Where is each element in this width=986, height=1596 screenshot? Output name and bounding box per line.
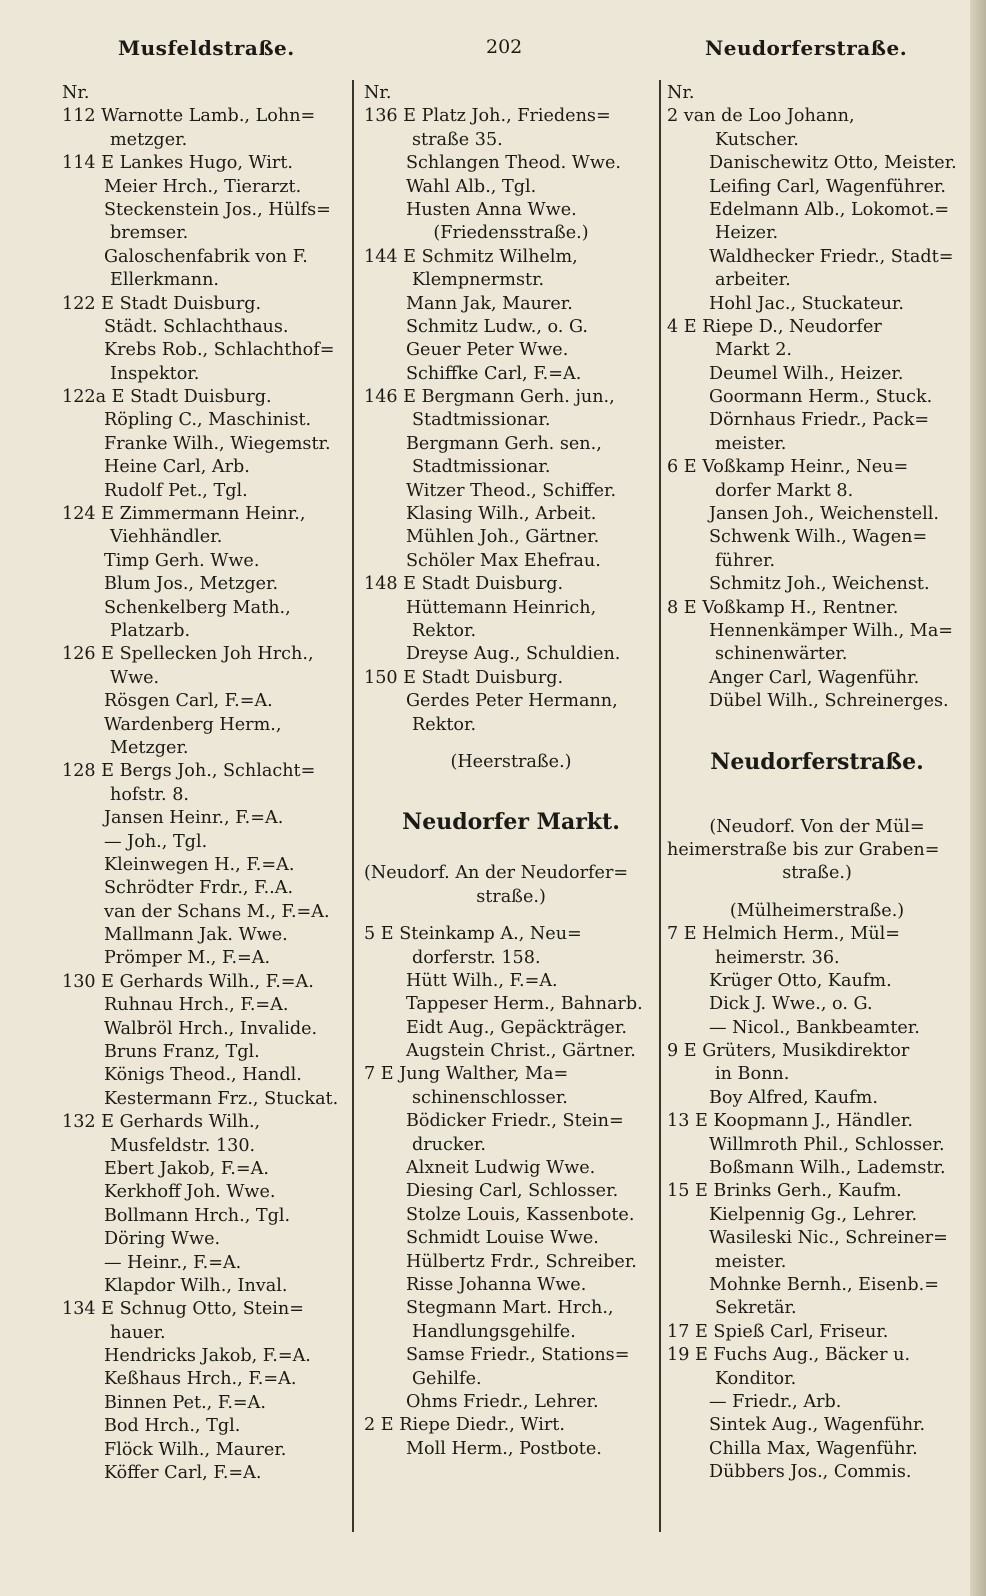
entry-continuation: hofstr. 8.: [110, 784, 189, 805]
resident-entry: Jansen Heinr., F.=A.: [104, 808, 284, 829]
entry-continuation: Musfeldstr. 130.: [110, 1135, 256, 1156]
resident-entry: Kestermann Frz., Stuckat.: [104, 1088, 339, 1109]
address-entry: 7 E Jung Walther, Ma=: [364, 1064, 569, 1085]
resident-entry: Leifing Carl, Wagenführer.: [709, 176, 946, 197]
resident-entry: Schöler Max Ehefrau.: [406, 550, 601, 571]
spacer: [364, 774, 658, 788]
resident-entry: Schwenk Wilh., Wagen=: [709, 527, 928, 548]
spacer: [364, 848, 658, 862]
resident-entry: Eidt Aug., Gepäckträger.: [406, 1017, 627, 1038]
resident-entry: Meier Hrch., Tierarzt.: [104, 176, 302, 197]
entry-continuation: straße 35.: [412, 129, 503, 150]
address-entry: 136 E Platz Joh., Friedens=: [364, 106, 611, 127]
resident-entry: Wahl Alb., Tgl.: [406, 176, 537, 197]
resident-entry: Bödicker Friedr., Stein=: [406, 1111, 624, 1132]
resident-entry: Schiffke Carl, F.=A.: [406, 363, 582, 384]
resident-entry: Döring Wwe.: [104, 1229, 221, 1250]
spacer: [667, 714, 967, 728]
resident-entry: Flöck Wilh., Maurer.: [104, 1439, 287, 1460]
section-note: (Heerstraße.): [450, 751, 572, 772]
entry-continuation: heimerstr. 36.: [715, 947, 840, 968]
resident-entry: Gerdes Peter Hermann,: [406, 691, 618, 712]
address-entry: 130 E Gerhards Wilh., F.=A.: [62, 971, 314, 992]
resident-entry: Kleinwegen H., F.=A.: [104, 854, 295, 875]
resident-entry: Samse Friedr., Stations=: [406, 1345, 630, 1366]
address-entry: 5 E Steinkamp A., Neu=: [364, 924, 582, 945]
column-divider: [659, 80, 661, 1532]
column-left: [62, 82, 350, 1485]
address-entry: 122 E Stadt Duisburg.: [62, 293, 262, 314]
entry-continuation: hauer.: [110, 1322, 166, 1343]
entry-continuation: drucker.: [412, 1134, 486, 1155]
entry-continuation: führer.: [715, 550, 776, 571]
section-note: (Friedensstraße.): [433, 223, 589, 244]
resident-entry: Dörnhaus Friedr., Pack=: [709, 410, 930, 431]
resident-entry: Binnen Pet., F.=A.: [104, 1392, 266, 1413]
resident-entry: Mohnke Bernh., Eisenb.=: [709, 1274, 939, 1295]
resident-entry: Tappeser Herm., Bahnarb.: [406, 994, 643, 1015]
spacer: [667, 802, 967, 816]
resident-entry: Alxneit Ludwig Wwe.: [406, 1158, 596, 1179]
column-divider: [352, 80, 354, 1532]
resident-entry: — Joh., Tgl.: [104, 831, 208, 852]
entry-continuation: Kutscher.: [715, 129, 799, 150]
address-entry: 6 E Voßkamp Heinr., Neu=: [667, 457, 909, 478]
entry-continuation: Rektor.: [412, 620, 477, 641]
entry-continuation: schinenschlosser.: [412, 1087, 568, 1108]
address-entry: 126 E Spellecken Joh Hrch.,: [62, 644, 314, 665]
resident-entry: Risse Johanna Wwe.: [406, 1274, 587, 1295]
resident-entry: Dübbers Jos., Commis.: [709, 1462, 912, 1483]
address-entry: 8 E Voßkamp H., Rentner.: [667, 597, 899, 618]
resident-entry: Kerkhoff Joh. Wwe.: [104, 1182, 276, 1203]
entry-continuation: meister.: [715, 433, 787, 454]
column-number-label: Nr.: [62, 83, 90, 103]
resident-entry: Husten Anna Wwe.: [406, 199, 577, 220]
column-right: [667, 82, 967, 1484]
entry-continuation: Inspektor.: [110, 363, 200, 384]
resident-entry: Deumel Wilh., Heizer.: [709, 363, 904, 384]
resident-entry: Dreyse Aug., Schuldien.: [406, 644, 621, 665]
resident-entry: Heine Carl, Arb.: [104, 457, 250, 478]
address-entry: 128 E Bergs Joh., Schlacht=: [62, 761, 316, 782]
resident-entry: Bollmann Hrch., Tgl.: [104, 1205, 291, 1226]
address-entry: 146 E Bergmann Gerh. jun.,: [364, 387, 615, 408]
resident-entry: Mühlen Joh., Gärtner.: [406, 527, 600, 548]
address-entry: 112 Warnotte Lamb., Lohn=: [62, 106, 316, 127]
resident-entry: Waldhecker Friedr., Stadt=: [709, 246, 954, 267]
page-number: 202: [486, 36, 523, 58]
resident-entry: Schmitz Joh., Weichenst.: [709, 574, 930, 595]
address-entry: 114 E Lankes Hugo, Wirt.: [62, 153, 293, 174]
entry-continuation: arbeiter.: [715, 270, 791, 291]
address-entry: heimerstraße bis zur Graben=: [667, 839, 940, 860]
resident-entry: Stolze Louis, Kassenbote.: [406, 1204, 635, 1225]
resident-entry: Ohms Friedr., Lehrer.: [406, 1391, 599, 1412]
section-note: straße.): [476, 886, 546, 907]
resident-entry: Willmroth Phil., Schlosser.: [709, 1134, 945, 1155]
entry-continuation: meister.: [715, 1251, 787, 1272]
address-entry: 4 E Riepe D., Neudorfer: [667, 316, 882, 337]
address-entry: (Neudorf. An der Neudorfer=: [364, 863, 629, 884]
street-heading: Neudorferstraße.: [710, 748, 924, 775]
resident-entry: Hendricks Jakob, F.=A.: [104, 1346, 311, 1367]
resident-entry: — Nicol., Bankbeamter.: [709, 1017, 920, 1038]
entry-continuation: Ellerkmann.: [110, 270, 220, 291]
street-heading: Neudorfer Markt.: [402, 809, 620, 836]
entry-continuation: Rektor.: [412, 714, 477, 735]
address-entry: 134 E Schnug Otto, Stein=: [62, 1299, 304, 1320]
resident-entry: Schrödter Frdr., F..A.: [104, 878, 294, 899]
resident-entry: Schmidt Louise Wwe.: [406, 1228, 599, 1249]
resident-entry: Steckenstein Jos., Hülfs=: [104, 199, 331, 220]
resident-entry: Wasileski Nic., Schreiner=: [709, 1228, 948, 1249]
resident-entry: Hennenkämper Wilh., Ma=: [709, 620, 954, 641]
resident-entry: Krüger Otto, Kaufm.: [709, 970, 892, 991]
entry-continuation: bremser.: [110, 223, 189, 244]
resident-entry: Ruhnau Hrch., F.=A.: [104, 995, 289, 1016]
resident-entry: Hohl Jac., Stuckateur.: [709, 293, 904, 314]
entry-continuation: Sekretär.: [715, 1298, 797, 1319]
spacer: [667, 886, 967, 900]
entry-continuation: dorferstr. 158.: [412, 947, 541, 968]
resident-entry: Goormann Herm., Stuck.: [709, 387, 933, 408]
spacer: [364, 737, 658, 751]
resident-entry: Blum Jos., Metzger.: [104, 574, 279, 595]
column-number-label: Nr.: [667, 83, 695, 103]
resident-entry: Bod Hrch., Tgl.: [104, 1416, 241, 1437]
resident-entry: Sintek Aug., Wagenführ.: [709, 1415, 926, 1436]
entry-continuation: Stadtmissionar.: [412, 410, 551, 431]
address-entry: 124 E Zimmermann Heinr.,: [62, 504, 306, 525]
address-entry: 2 E Riepe Diedr., Wirt.: [364, 1415, 565, 1436]
address-entry: 9 E Grüters, Musikdirektor: [667, 1041, 910, 1062]
resident-entry: — Friedr., Arb.: [709, 1391, 842, 1412]
resident-entry: Timp Gerh. Wwe.: [104, 550, 260, 571]
resident-entry: Danischewitz Otto, Meister.: [709, 153, 957, 174]
resident-entry: Jansen Joh., Weichenstell.: [709, 504, 939, 525]
address-entry: 150 E Stadt Duisburg.: [364, 667, 564, 688]
resident-entry: Augstein Christ., Gärtner.: [406, 1041, 636, 1062]
section-note: (Mülheimerstraße.): [729, 900, 905, 921]
resident-entry: Mallmann Jak. Wwe.: [104, 925, 288, 946]
column-number-label: Nr.: [364, 83, 392, 103]
resident-entry: Chilla Max, Wagenführ.: [709, 1438, 918, 1459]
resident-entry: Rudolf Pet., Tgl.: [104, 480, 248, 501]
entry-continuation: Gehilfe.: [412, 1368, 482, 1389]
address-entry: 122a E Stadt Duisburg.: [62, 387, 272, 408]
entry-continuation: Platzarb.: [110, 620, 191, 641]
resident-entry: Keßhaus Hrch., F.=A.: [104, 1369, 297, 1390]
resident-entry: Boßmann Wilh., Lademstr.: [709, 1158, 946, 1179]
resident-entry: Stegmann Mart. Hrch.,: [406, 1298, 614, 1319]
resident-entry: Städt. Schlachthaus.: [104, 316, 289, 337]
resident-entry: Dübel Wilh., Schreinerges.: [709, 691, 949, 712]
resident-entry: — Heinr., F.=A.: [104, 1252, 242, 1273]
entry-continuation: Wwe.: [110, 667, 160, 688]
header-right-street: Neudorferstraße.: [705, 36, 908, 60]
resident-entry: Diesing Carl, Schlosser.: [406, 1181, 619, 1202]
resident-entry: Prömper M., F.=A.: [104, 948, 271, 969]
resident-entry: Bergmann Gerh. sen.,: [406, 433, 602, 454]
header-left-street: Musfeldstraße.: [118, 36, 295, 60]
resident-entry: Hülbertz Frdr., Schreiber.: [406, 1251, 637, 1272]
entry-continuation: Metzger.: [110, 737, 189, 758]
entry-continuation: dorfer Markt 8.: [715, 480, 854, 501]
entry-continuation: in Bonn.: [715, 1064, 790, 1085]
resident-entry: Boy Alfred, Kaufm.: [709, 1087, 878, 1108]
address-entry: 132 E Gerhards Wilh.,: [62, 1112, 261, 1133]
resident-entry: Klapdor Wilh., Inval.: [104, 1275, 288, 1296]
resident-entry: Walbröl Hrch., Invalide.: [104, 1018, 318, 1039]
entry-continuation: Handlungsgehilfe.: [412, 1321, 576, 1342]
address-entry: 15 E Brinks Gerh., Kaufm.: [667, 1181, 902, 1202]
resident-entry: Geuer Peter Wwe.: [406, 340, 569, 361]
resident-entry: Wardenberg Herm.,: [104, 714, 282, 735]
resident-entry: Köffer Carl, F.=A.: [104, 1463, 262, 1484]
address-entry: 144 E Schmitz Wilhelm,: [364, 246, 578, 267]
resident-entry: Hütt Wilh., F.=A.: [406, 970, 558, 991]
entry-continuation: Markt 2.: [715, 340, 793, 361]
resident-entry: Mann Jak, Maurer.: [406, 293, 573, 314]
resident-entry: Moll Herm., Postbote.: [406, 1438, 602, 1459]
entry-continuation: Klempnermstr.: [412, 270, 545, 291]
address-entry: 2 van de Loo Johann,: [667, 106, 855, 127]
resident-entry: Klasing Wilh., Arbeit.: [406, 504, 597, 525]
column-middle: [364, 82, 658, 1461]
resident-entry: Röpling C., Maschinist.: [104, 410, 312, 431]
entry-continuation: Viehhändler.: [110, 527, 223, 548]
resident-entry: Anger Carl, Wagenführ.: [709, 667, 920, 688]
entry-continuation: Konditor.: [715, 1368, 797, 1389]
resident-entry: Ebert Jakob, F.=A.: [104, 1158, 269, 1179]
address-entry: 17 E Spieß Carl, Friseur.: [667, 1321, 889, 1342]
resident-entry: Franke Wilh., Wiegemstr.: [104, 433, 331, 454]
resident-entry: Hüttemann Heinrich,: [406, 597, 597, 618]
resident-entry: Rösgen Carl, F.=A.: [104, 691, 273, 712]
address-entry: 7 E Helmich Herm., Mül=: [667, 924, 901, 945]
resident-entry: Schlangen Theod. Wwe.: [406, 153, 621, 174]
resident-entry: van der Schans M., F.=A.: [104, 901, 330, 922]
spacer: [667, 788, 967, 802]
section-note: (Neudorf. Von der Mül=: [709, 816, 925, 837]
entry-continuation: Heizer.: [715, 223, 779, 244]
address-entry: 13 E Koopmann J., Händler.: [667, 1111, 913, 1132]
resident-entry: Galoschenfabrik von F.: [104, 246, 308, 267]
entry-continuation: schinenwärter.: [715, 644, 848, 665]
resident-entry: Krebs Rob., Schlachthof=: [104, 340, 335, 361]
page-edge: [970, 0, 986, 1596]
entry-continuation: Stadtmissionar.: [412, 457, 551, 478]
resident-entry: Dick J. Wwe., o. G.: [709, 994, 873, 1015]
resident-entry: Bruns Franz, Tgl.: [104, 1042, 260, 1063]
resident-entry: Königs Theod., Handl.: [104, 1065, 302, 1086]
resident-entry: Edelmann Alb., Lokomot.=: [709, 199, 950, 220]
spacer: [364, 909, 658, 923]
entry-continuation: metzger.: [110, 129, 188, 150]
resident-entry: Schmitz Ludw., o. G.: [406, 316, 588, 337]
resident-entry: Witzer Theod., Schiffer.: [406, 480, 617, 501]
resident-entry: Schenkelberg Math.,: [104, 597, 291, 618]
address-entry: 19 E Fuchs Aug., Bäcker u.: [667, 1345, 911, 1366]
section-note: straße.): [782, 863, 852, 884]
resident-entry: Kielpennig Gg., Lehrer.: [709, 1204, 918, 1225]
address-entry: 148 E Stadt Duisburg.: [364, 574, 564, 595]
